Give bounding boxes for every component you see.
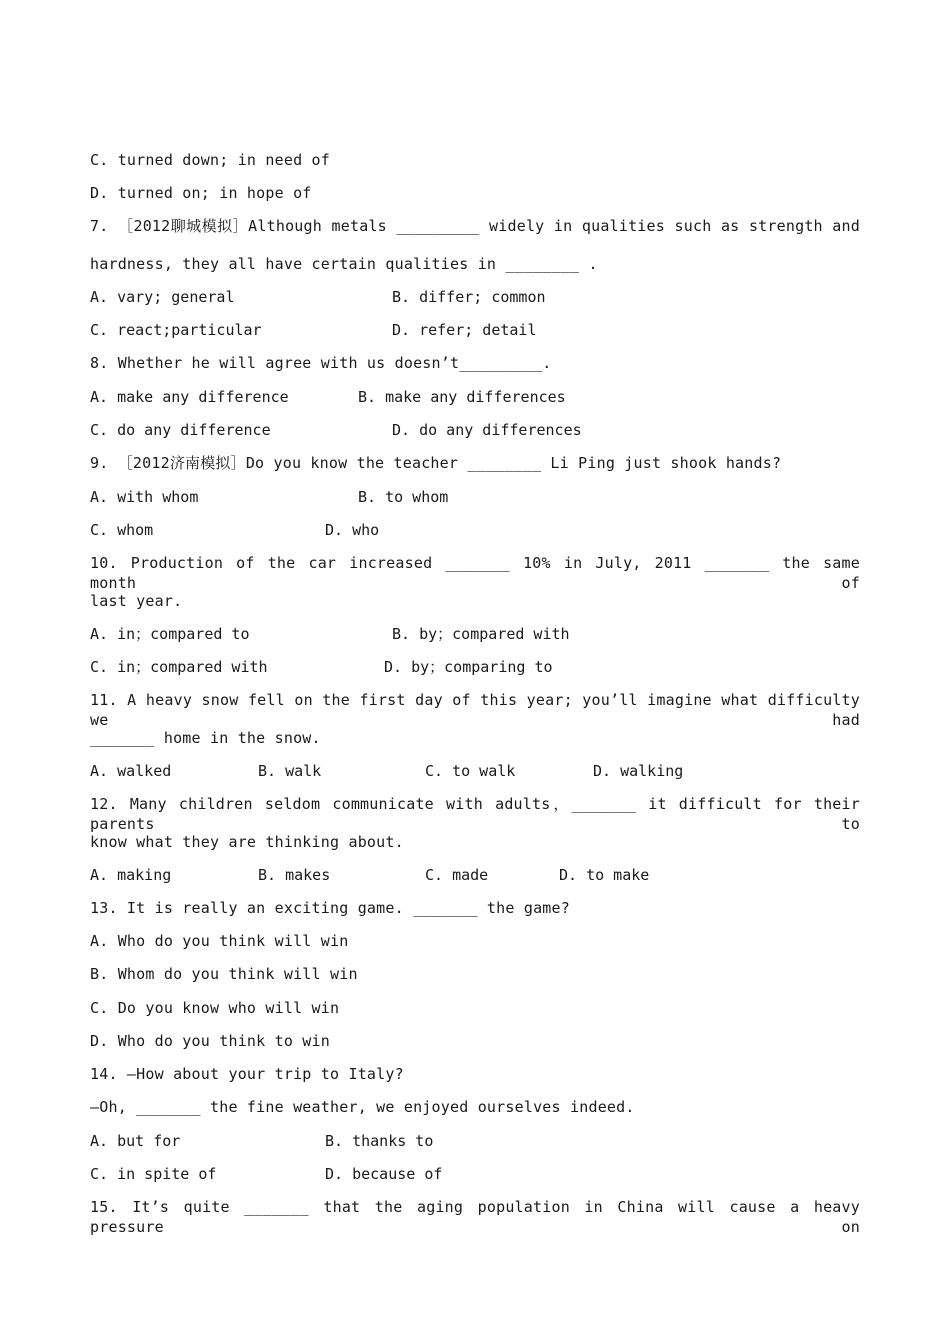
option-c: C. in；compared with	[90, 658, 268, 676]
question-13: 13. It is really an exciting game. _______ the game?	[90, 899, 570, 917]
question-10: 10. Production of the car increased _______ 10% in July, 2011 _______ the same month of	[90, 554, 860, 592]
option-c: C. made	[425, 866, 489, 884]
option-d: D. by；comparing to	[384, 658, 553, 676]
option-c: C. Do you know who will win	[90, 999, 340, 1017]
option-d: D. walking	[593, 762, 684, 780]
option-c: C. do any difference	[90, 421, 271, 439]
option-a: A. make any difference	[90, 388, 289, 406]
question-15: 15. It’s quite _______ that the aging population in China will cause a heavy pressure on	[90, 1198, 860, 1236]
option-b: B. by；compared with	[392, 625, 570, 643]
question-14-cont: —Oh, _______ the fine weather, we enjoyed ourselves indeed.	[90, 1098, 635, 1116]
question-8: 8. Whether he will agree with us doesn’t_________.	[90, 354, 552, 372]
option-b: B. differ; common	[392, 288, 546, 306]
option-a: A. making	[90, 866, 172, 884]
option-a: A. Who do you think will win	[90, 932, 349, 950]
option-d: D. to make	[559, 866, 650, 884]
option-line: C. turned down; in need of	[90, 151, 330, 169]
question-14: 14. —How about your trip to Italy?	[90, 1065, 404, 1083]
option-b: B. Whom do you think will win	[90, 965, 358, 983]
question-7-cont: hardness, they all have certain qualities in ________ .	[90, 255, 598, 273]
question-12-cont: know what they are thinking about.	[90, 833, 404, 851]
option-a: A. in；compared to	[90, 625, 250, 643]
option-d: D. who	[325, 521, 380, 539]
option-c: C. whom	[90, 521, 154, 539]
question-7: 7. ［2012聊城模拟］Although metals _________ widely in qualities such as strength and	[90, 217, 860, 235]
option-b: B. makes	[258, 866, 331, 884]
option-b: B. to whom	[358, 488, 449, 506]
option-c: C. to walk	[425, 762, 516, 780]
option-b: B. thanks to	[325, 1132, 434, 1150]
option-a: A. walked	[90, 762, 172, 780]
question-12: 12. Many children seldom communicate with adults，_______ it difficult for their parents to	[90, 795, 860, 833]
question-10-cont: last year.	[90, 592, 183, 610]
option-d: D. refer; detail	[392, 321, 537, 339]
question-9: 9. ［2012济南模拟］Do you know the teacher ________ Li Ping just shook hands?	[90, 454, 782, 472]
question-11-cont: _______ home in the snow.	[90, 729, 321, 747]
option-line: D. turned on; in hope of	[90, 184, 312, 202]
option-a: A. but for	[90, 1132, 181, 1150]
option-b: B. make any differences	[358, 388, 566, 406]
option-b: B. walk	[258, 762, 322, 780]
option-d: D. do any differences	[392, 421, 582, 439]
option-a: A. with whom	[90, 488, 199, 506]
option-d: D. because of	[325, 1165, 443, 1183]
question-11: 11. A heavy snow fell on the first day of this year; you’ll imagine what difficulty we had	[90, 691, 860, 729]
option-c: C. react;particular	[90, 321, 262, 339]
option-a: A. vary; general	[90, 288, 235, 306]
option-c: C. in spite of	[90, 1165, 217, 1183]
option-d: D. Who do you think to win	[90, 1032, 330, 1050]
